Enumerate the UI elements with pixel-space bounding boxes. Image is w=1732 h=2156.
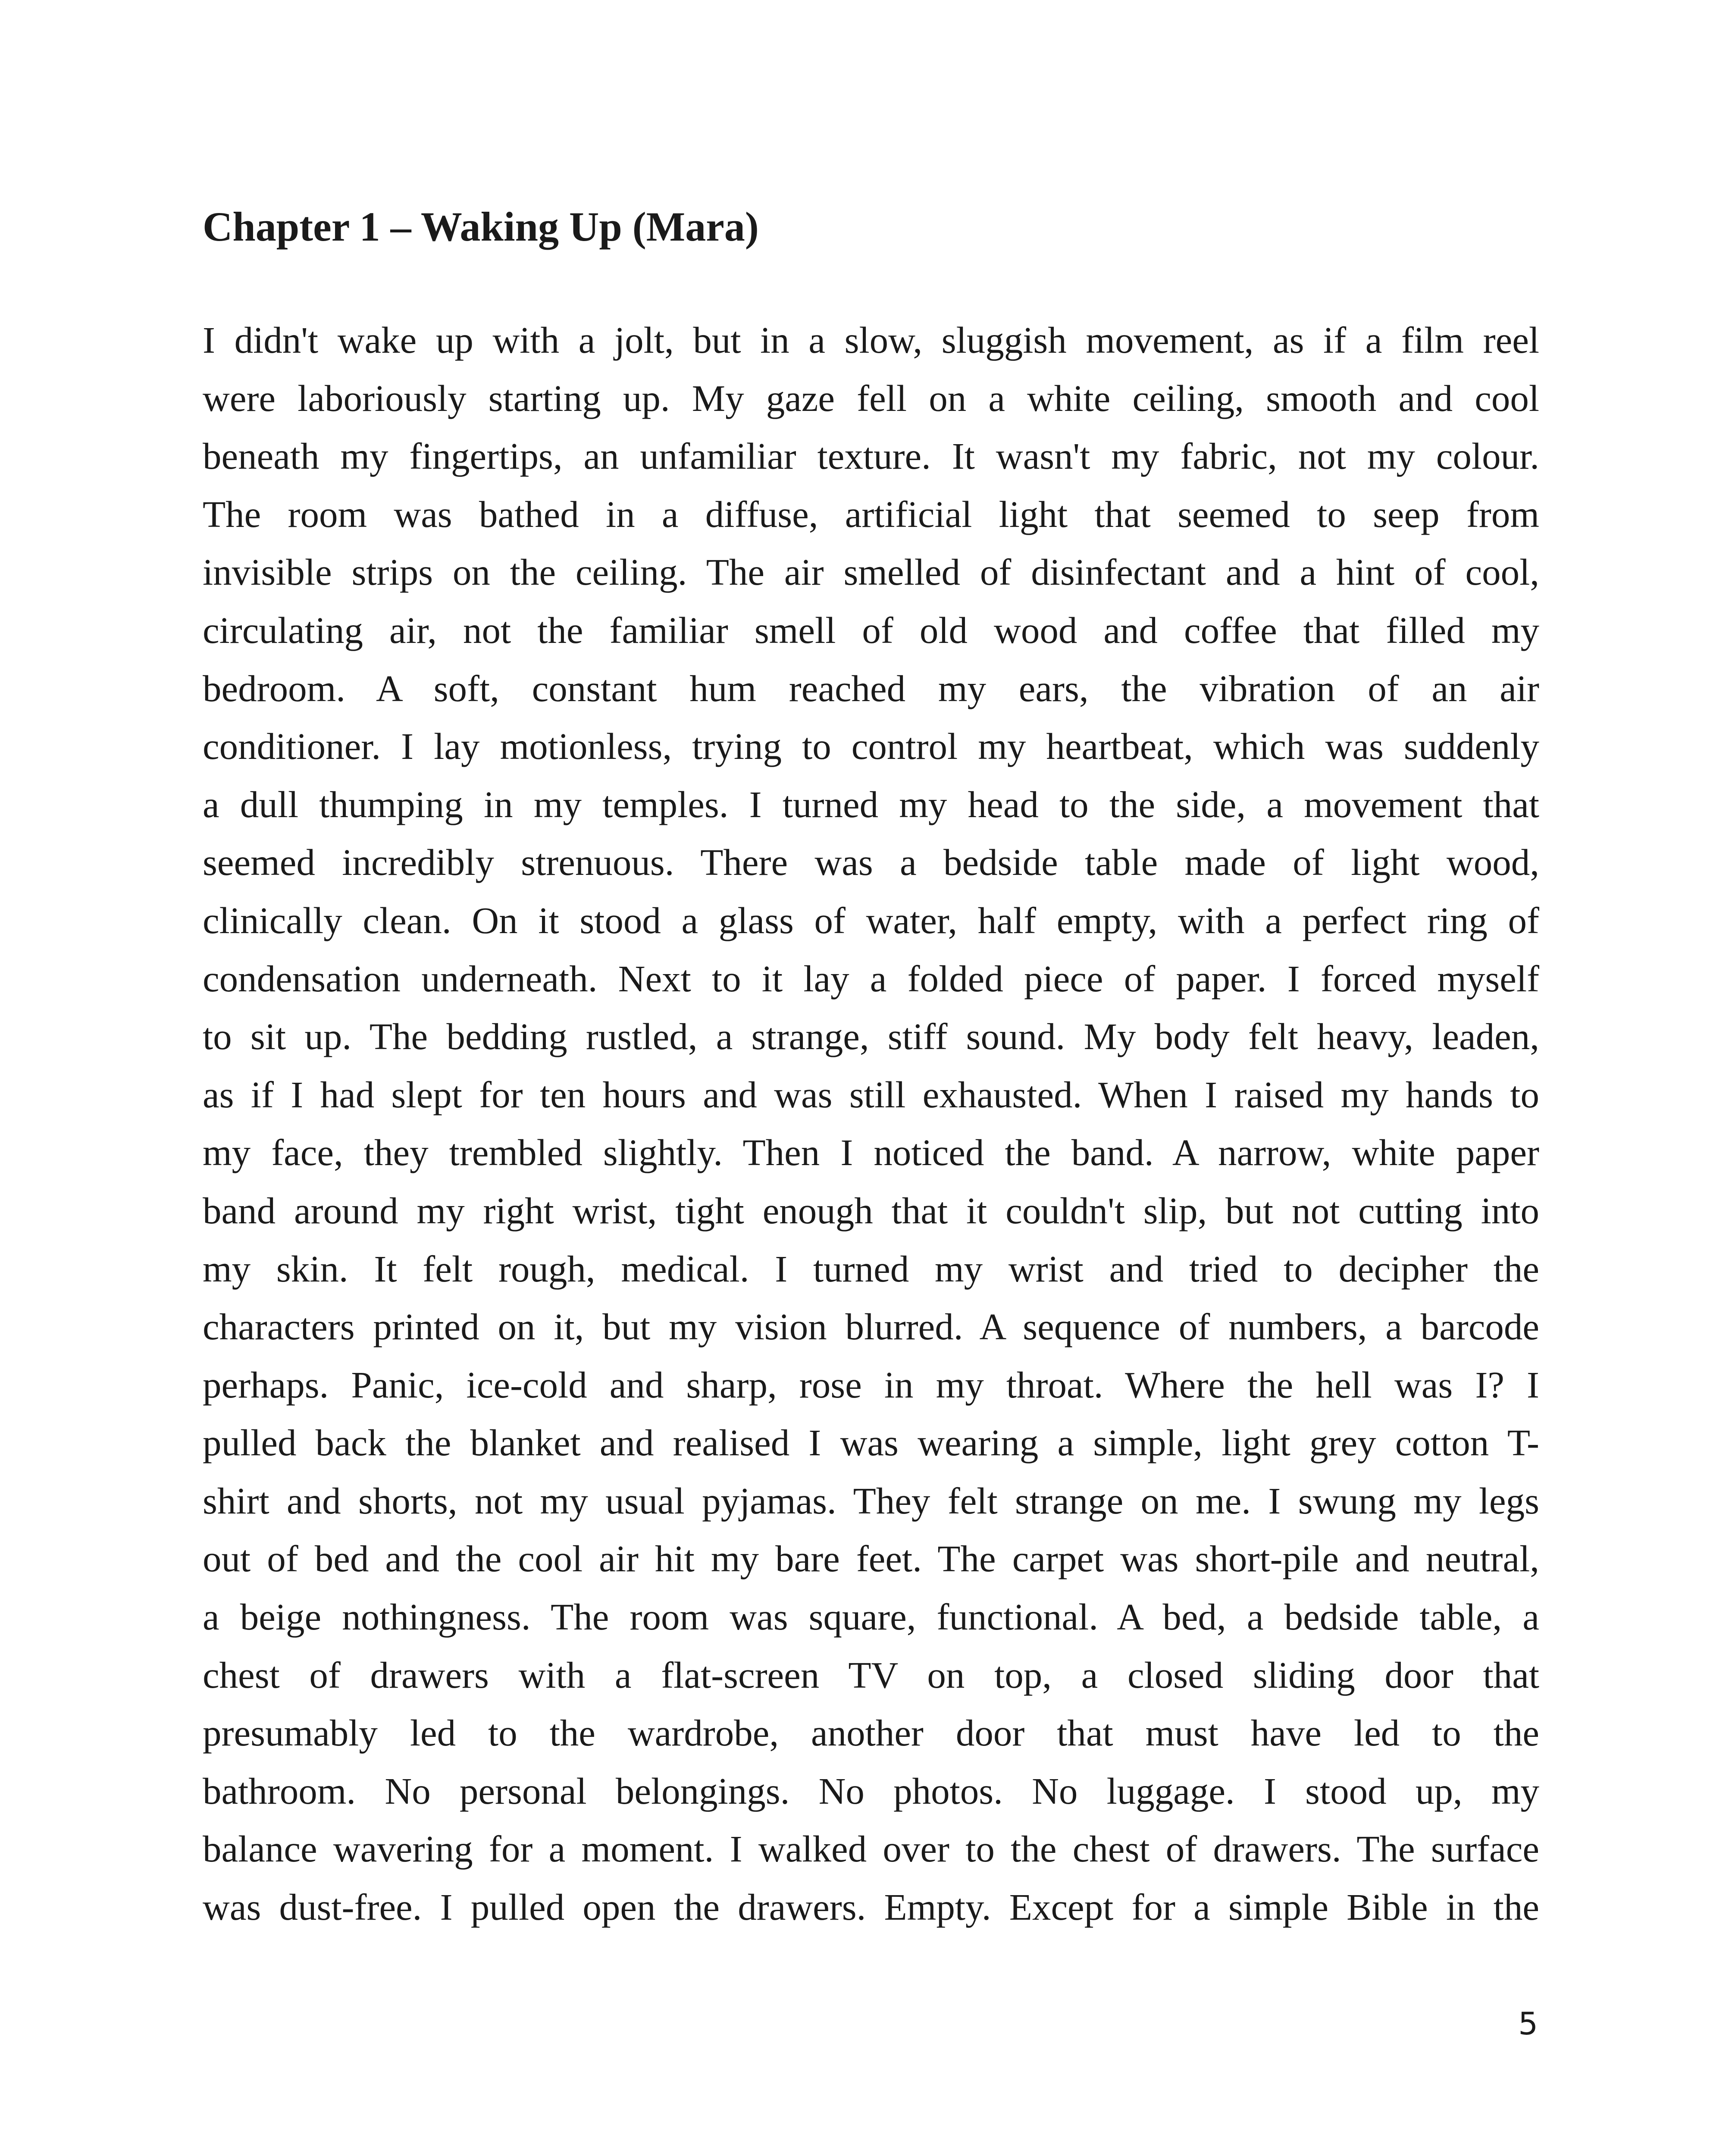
body-line: The room was bathed in a diffuse, artificial light that seemed to seep from (203, 493, 1539, 535)
body-line: band around my right wrist, tight enough that it couldn't slip, but not cutting into (203, 1189, 1539, 1232)
body-line: circulating air, not the familiar smell of old wood and coffee that filled my (203, 609, 1539, 651)
body-line: bedroom. A soft, constant hum reached my ears, the vibration of an air (203, 667, 1539, 709)
body-line: clinically clean. On it stood a glass of water, half empty, with a perfect ring of (203, 899, 1539, 941)
body-line: invisible strips on the ceiling. The air smelled of disinfectant and a hint of cool, (203, 551, 1539, 593)
chapter-title: Chapter 1 – Waking Up (Mara) (203, 204, 759, 250)
body-line: characters printed on it, but my vision blurred. A sequence of numbers, a barcode (203, 1306, 1539, 1348)
body-line: condensation underneath. Next to it lay a folded piece of paper. I forced myself (203, 957, 1539, 1000)
body-line: out of bed and the cool air hit my bare feet. The carpet was short-pile and neutral, (203, 1538, 1539, 1580)
body-line: beneath my fingertips, an unfamiliar texture. It wasn't my fabric, not my colour. (203, 435, 1539, 477)
body-line: shirt and shorts, not my usual pyjamas. They felt strange on me. I swung my legs (203, 1479, 1539, 1522)
body-line: chest of drawers with a flat-screen TV on top, a closed sliding door that (203, 1654, 1539, 1696)
body-line: bathroom. No personal belongings. No photos. No luggage. I stood up, my (203, 1770, 1539, 1812)
body-line: I didn't wake up with a jolt, but in a slow, sluggish movement, as if a film reel (203, 319, 1539, 361)
body-line: was dust-free. I pulled open the drawers. Empty. Except for a simple Bible in the (203, 1886, 1539, 1928)
body-line: pulled back the blanket and realised I was wearing a simple, light grey cotton T- (203, 1422, 1539, 1464)
body-paragraph (203, 311, 1539, 1937)
body-line: a dull thumping in my temples. I turned my head to the side, a movement that (203, 783, 1539, 825)
body-line: as if I had slept for ten hours and was still exhausted. When I raised my hands to (203, 1073, 1539, 1116)
body-line: my face, they trembled slightly. Then I noticed the band. A narrow, white paper (203, 1131, 1539, 1174)
body-line: were laboriously starting up. My gaze fell on a white ceiling, smooth and cool (203, 377, 1539, 419)
body-line: balance wavering for a moment. I walked over to the chest of drawers. The surface (203, 1828, 1539, 1870)
body-line: conditioner. I lay motionless, trying to control my heartbeat, which was suddenly (203, 725, 1539, 768)
body-line: seemed incredibly strenuous. There was a bedside table made of light wood, (203, 841, 1539, 884)
body-line: perhaps. Panic, ice-cold and sharp, rose in my throat. Where the hell was I? I (203, 1363, 1539, 1406)
body-line: a beige nothingness. The room was square, functional. A bed, a bedside table, a (203, 1596, 1539, 1638)
page-number: 5 (1518, 2006, 1538, 2042)
body-line: my skin. It felt rough, medical. I turned my wrist and tried to decipher the (203, 1247, 1539, 1290)
body-line: presumably led to the wardrobe, another door that must have led to the (203, 1712, 1539, 1754)
body-line: to sit up. The bedding rustled, a strange, stiff sound. My body felt heavy, leaden, (203, 1015, 1539, 1058)
